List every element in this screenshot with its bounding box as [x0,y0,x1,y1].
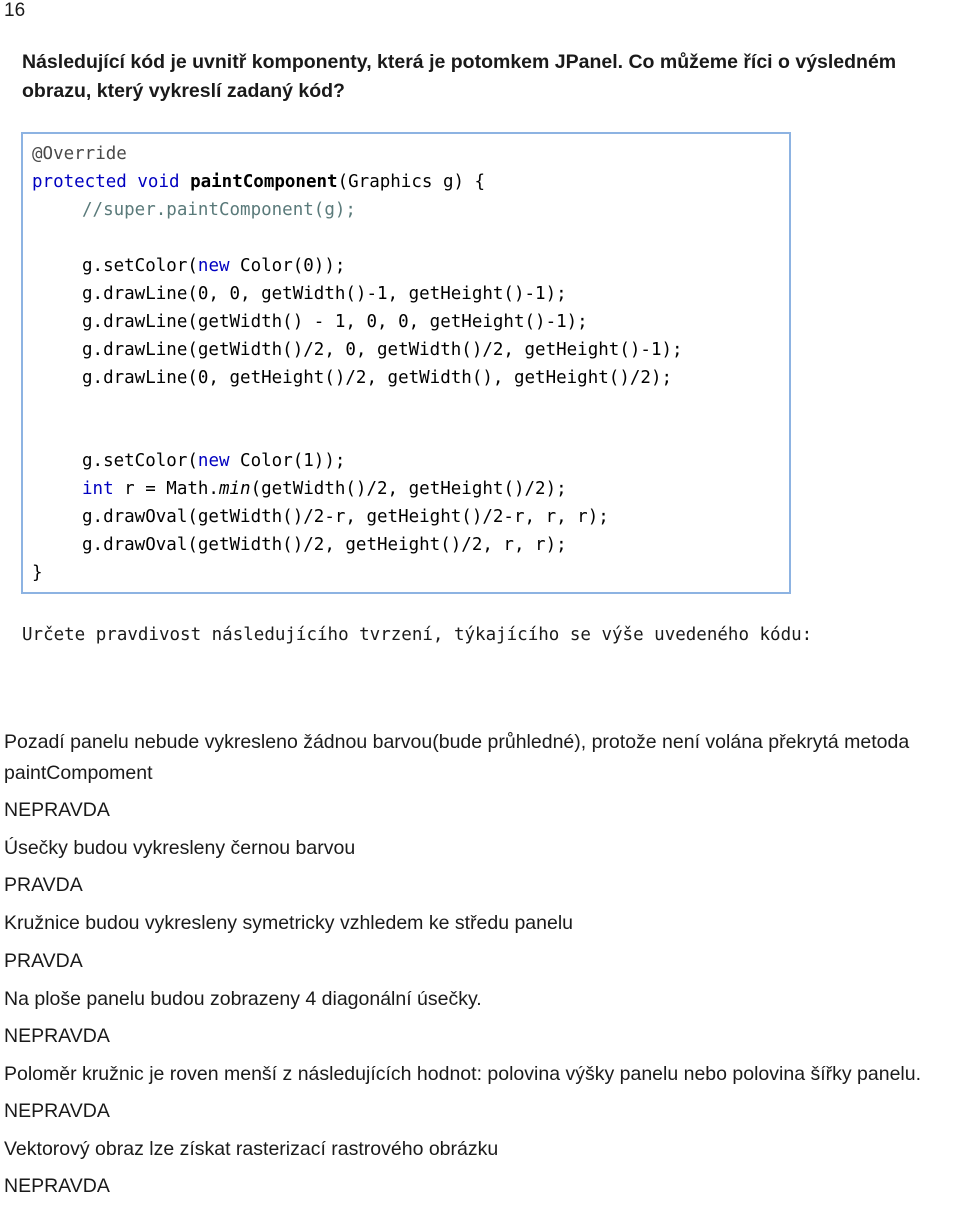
code-line-drawline: g.drawLine(getWidth()/2, 0, getWidth()/2, getHeight()-1); [82,340,683,360]
code-line-drawoval: g.drawOval(getWidth()/2-r, getHeight()/2-r, r, r); [82,507,609,527]
code-line-drawline: g.drawLine(0, 0, getWidth()-1, getHeight()-1); [82,284,567,304]
code-line-closing-brace: } [32,563,43,583]
statement-text: Poloměr kružnic je roven menší z následujících hodnot: polovina výšky panelu nebo polovina šířky panelu. [4,1062,922,1085]
code-line-drawline: g.drawLine(getWidth() - 1, 0, 0, getHeight()-1); [82,312,588,332]
statement-text: Na ploše panelu budou zobrazeny 4 diagonální úsečky. [4,987,482,1010]
code-keyword: void [137,172,180,192]
code-line-setcolor [32,256,345,276]
page-number: 16 [4,0,26,21]
statement-text: Vektorový obraz lze získat rasterizací rastrového obrázku [4,1137,499,1160]
statement-answer: NEPRAVDA [4,1025,110,1048]
statement-answer: NEPRAVDA [4,1175,110,1198]
code-keyword: new [197,451,230,471]
statements-list [4,724,956,1206]
code-text: (getWidth()/2, getHeight()/2); [250,479,567,499]
instruction-text: Určete pravdivost následujícího tvrzení, týkajícího se výše uvedeného kódu: [22,625,813,645]
code-keyword: int [82,479,114,499]
code-text: g.setColor( [82,451,198,471]
code-keyword: protected [32,172,127,192]
code-text: (Graphics g) { [337,172,486,192]
statement-answer: NEPRAVDA [4,799,110,821]
code-line-method-signature [32,172,485,192]
code-text: Color(0)); [229,256,346,276]
code-method-name: paintComponent [190,172,338,192]
question-text: Následující kód je uvnitř komponenty, která je potomkem JPanel. Co můžeme říci o výsledném obrazu, který vykreslí zadaný kód? [22,51,897,102]
statement-text: Úsečky budou vykresleny černou barvou [4,836,356,859]
code-line-comment: //super.paintComponent(g); [82,200,356,220]
code-screenshot [21,132,791,594]
code-text: r = Math. [113,479,219,499]
code-line-setcolor [32,451,345,471]
statement-answer: PRAVDA [4,874,83,897]
code-line-drawoval: g.drawOval(getWidth()/2, getHeight()/2, r, r); [82,535,567,555]
code-text: g.setColor( [82,256,198,276]
statement-answer: PRAVDA [4,949,83,972]
statement-text: Kružnice budou vykresleny symetricky vzhledem ke středu panelu [4,912,574,935]
code-line-drawline: g.drawLine(0, getHeight()/2, getWidth(), getHeight()/2); [82,368,673,388]
code-static-method: min [218,479,251,499]
statement-answer: NEPRAVDA [4,1099,110,1122]
code-line-radius [32,479,567,499]
code-line-annotation: @Override [32,144,127,164]
code-keyword: new [197,256,230,276]
statement-text: Pozadí panelu nebude vykresleno žádnou barvou(bude průhledné), protože není volána překrytá metoda paintCompoment [4,731,910,784]
code-text: Color(1)); [229,451,346,471]
